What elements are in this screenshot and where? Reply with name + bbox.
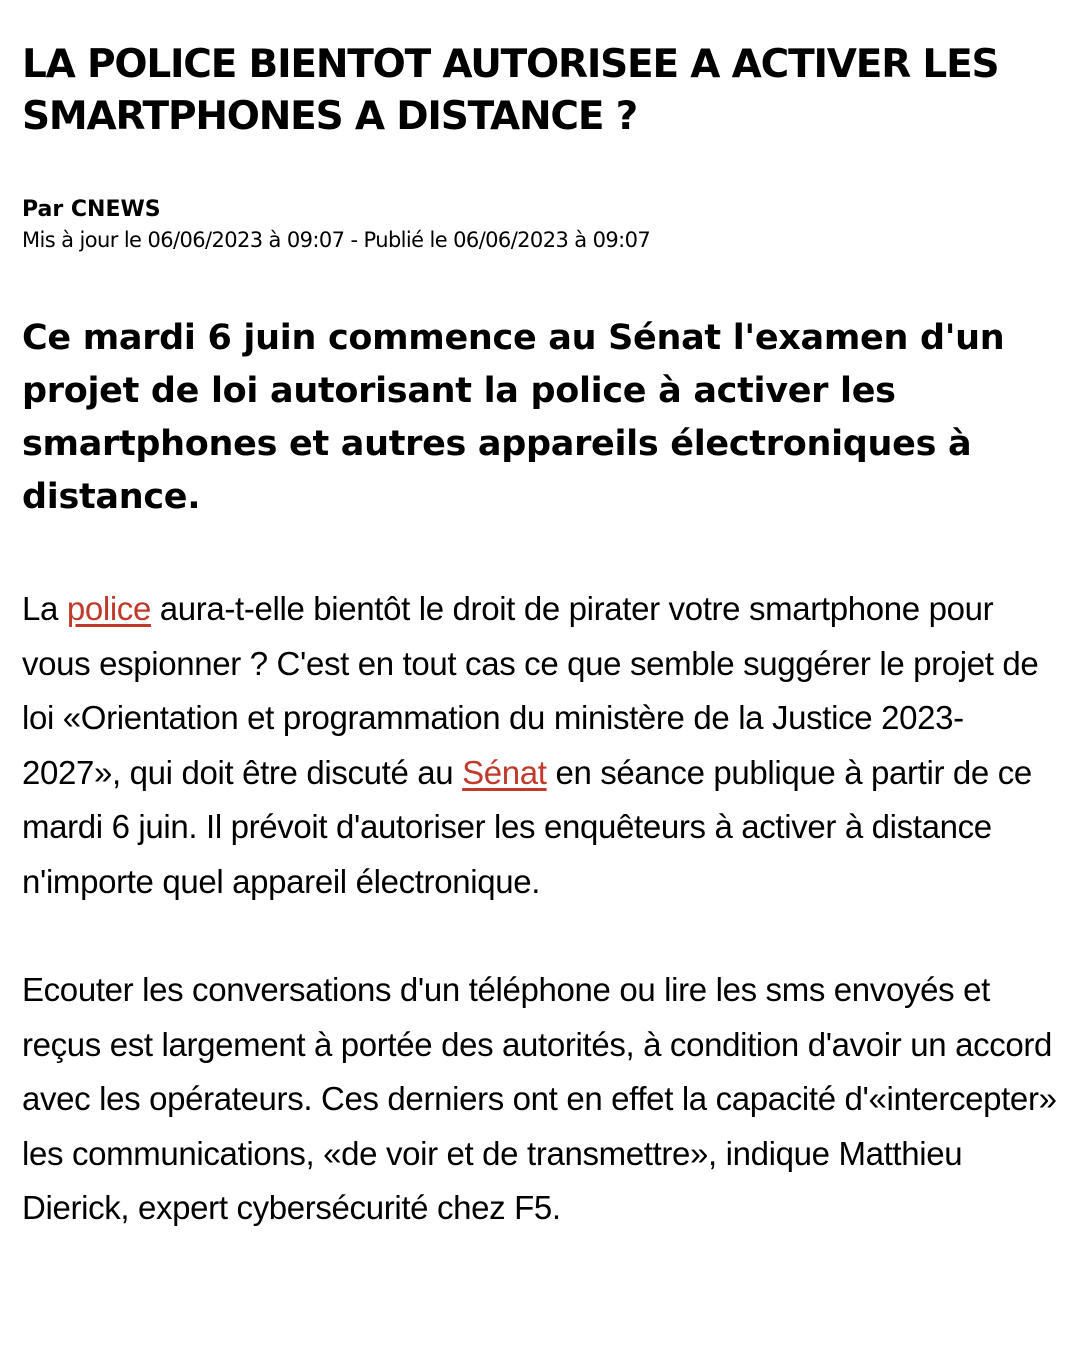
byline (22, 195, 1062, 255)
article-headline: LA POLICE BIENTOT AUTORISEE A ACTIVER LES SMARTPHONES A DISTANCE ? (22, 42, 999, 139)
publish-dates: Mis à jour le 06/06/2023 à 09:07 - Publié le 06/06/2023 à 09:07 (22, 228, 651, 252)
police-link[interactable]: police (66, 590, 151, 627)
paragraph-1-text-a: La (22, 590, 67, 627)
senat-link[interactable]: Sénat (462, 753, 547, 791)
author-name: Par CNEWS (22, 197, 161, 222)
article (22, 0, 1062, 1236)
paragraph-1-text-b: aura-t-elle bientôt le droit de pirater votre smartphone pour vous espionner ? C'est en tout cas ce que semble suggérer le projet de loi «Orientation et programmation du ministère de la Justice 2023-2027», qui doit être discuté au (22, 590, 1039, 791)
body-paragraph-1 (22, 582, 1062, 909)
body-paragraph-2: Ecouter les conversations d'un téléphone ou lire les sms envoyés et reçus est largement à portée des autorités, à condition d'avoir un accord avec les opérateurs. Ces derniers ont en effet la capacité d'«intercepter» les communications, «de voir et de transmettre», indique Matthieu Dierick, expert cybersécurité chez F5. (22, 971, 1057, 1226)
article-lead: Ce mardi 6 juin commence au Sénat l'examen d'un projet de loi autorisant la police à activer les smartphones et autres appareils électroniques à distance. (22, 318, 1005, 517)
paragraph-1-text-c: en séance publique à partir de ce mardi 6 juin. Il prévoit d'autoriser les enquêteurs à activer à distance n'importe quel appareil électronique. (22, 753, 1032, 900)
